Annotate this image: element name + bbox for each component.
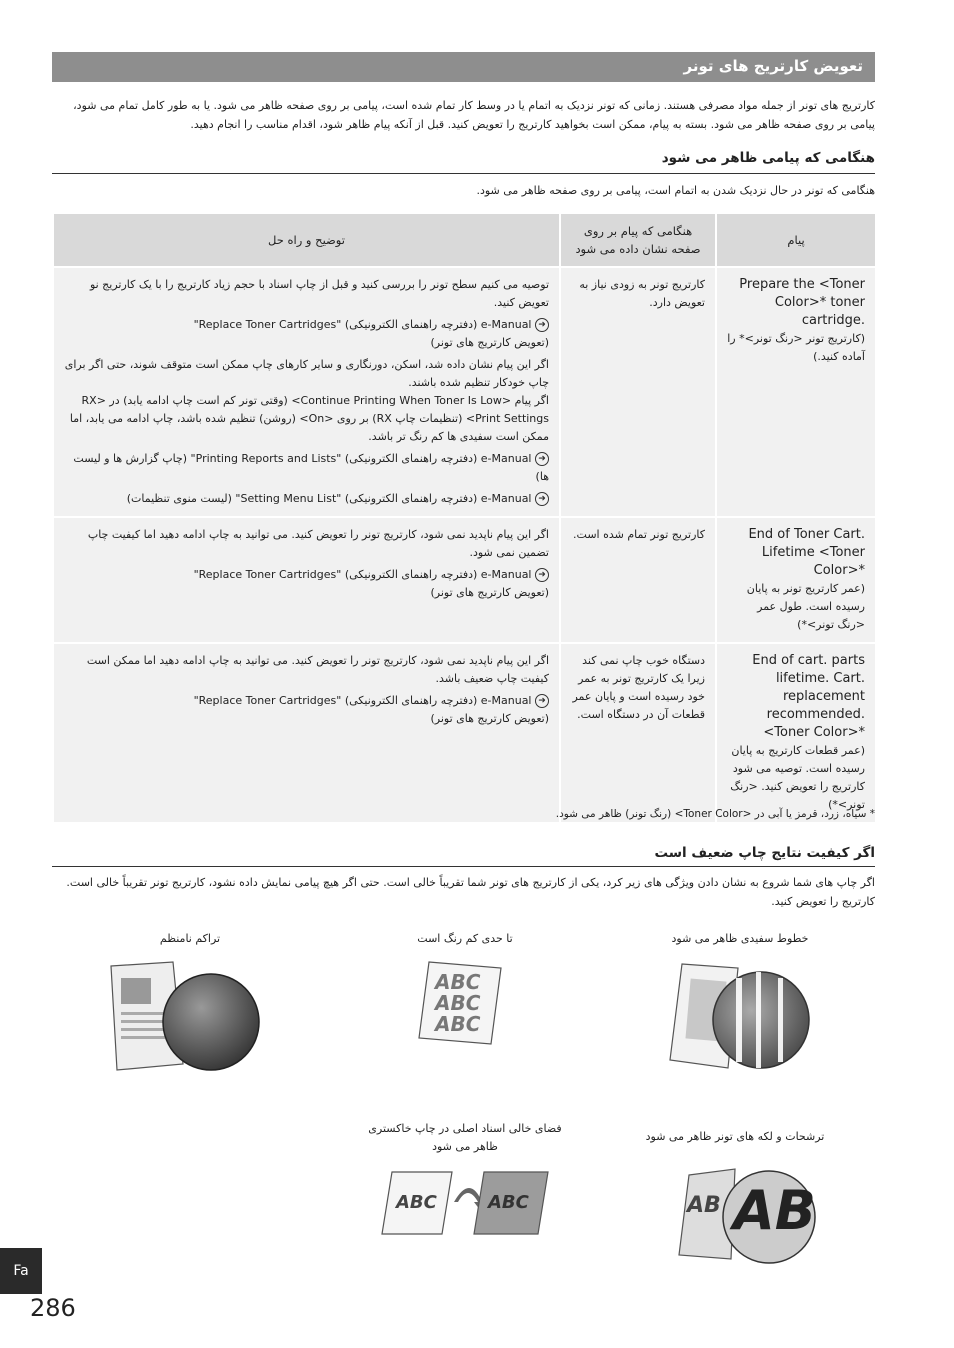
emanual-ref: ➜ e-Manual (دفترچه راهنمای الکترونیکی) "Printing Reports and Lists" (چاپ گزارش ها و لیست ها) — [73, 452, 549, 483]
solution-cell: توصیه می کنیم سطح تونر را بررسی کنید و قبل از چاپ اسناد با حجم زیاد کارتریج را با یک کارتریج نو تعویض کنید. ➜ e-Manual (دفترچه راهنمای الکترونیکی) "Replace Toner Cartridges" (تعویض کارتریج های تونر) اگر این پیام نشان داده شد، اسکن، دورنگاری و سایر کارهای چاپ ممکن است متوقف شوند، حتی اگر برای چاپ خودکار تنظیم شده باشند. اگر پیام <Continue Printing When Toner Is Low> (وقتی تونر کم است چاپ ادامه یابد) در <RX Print Settings> (تنظیمات چاپ RX) بر روی <On> (روشن) تنظیم شده باشد، چاپ ادامه می یابد، اما ممکن است سفیدی ها کم رنگ تر باشد. ➜ e-Manual (دفترچه راهنمای الکترونیکی) "Printing Reports and Lists" (چاپ گزارش ها و لیست ها) ➜ e-Manual (دفترچه راهنمای الکترونیکی) "Setting Menu List" (لیست منوی تنظیمات) — [53, 267, 560, 517]
abc-text: ABC — [435, 970, 481, 994]
divider — [52, 866, 875, 867]
message-cell: End of cart. parts lifetime. Cart. replacement recommended. <Toner Color>* (عمر قطعات کارتریج به پایان رسیده است. توصیه می شود کارتریج را تعویض کنید. <رنگ تونر>*) — [716, 643, 876, 823]
arrow-icon: ➜ — [535, 492, 549, 506]
abc-text: ABC — [488, 1192, 529, 1213]
section-header-bar — [52, 52, 875, 82]
ab-small-text: AB — [687, 1193, 721, 1218]
uneven-density-illustration — [103, 960, 263, 1078]
solution-cell: اگر این پیام ناپدید نمی شود، کارتریج تونر را تعویض کنید. می توانید به چاپ ادامه دهید اما کیفیت چاپ تضمین نمی شود. ➜ e-Manual (دفترچه راهنمای الکترونیکی) "Replace Toner Cartridges" (تعویض کارتریج های تونر) — [53, 517, 560, 643]
ab-large-text: AB — [733, 1179, 816, 1242]
figure-white-streaks — [666, 960, 816, 1082]
figure-uneven — [103, 960, 263, 1082]
message-table — [52, 212, 877, 824]
when-cell: کارتریج تونر تمام شده است. — [560, 517, 716, 643]
table-row — [53, 267, 876, 517]
figure-stains — [675, 1165, 825, 1269]
header-message: پیام — [716, 213, 876, 267]
arrow-icon: ➜ — [535, 568, 549, 582]
header-when: هنگامی که پیام بر روی صفحه نشان داده می شود — [560, 213, 716, 267]
subsection-title-quality: اگر کیفیت نتایج چاپ ضعیف است — [654, 845, 875, 861]
arrow-icon: ➜ — [535, 318, 549, 332]
when-cell: کارتریج تونر به زودی نیاز به تعویض دارد. — [560, 267, 716, 517]
figure-faded — [415, 960, 505, 1050]
abc-text: ABC — [435, 1012, 481, 1036]
emanual-ref: ➜ e-Manual (دفترچه راهنمای الکترونیکی) "Replace Toner Cartridges" — [64, 692, 549, 710]
intro-paragraph: کارتریج های تونر از جمله مواد مصرفی هستند. زمانی که تونر نزدیک به اتمام یا در وسط کار تمام شده است، پیامی بر روی صفحه ظاهر می شود. یا به طور کامل تمام می شود، پیامی بر روی صفحه ظاهر می شود. بسته به پیام، ممکن است بخواهید کارتریج را تعویض کنید. قبل از آنکه پیام ظاهر شود، اقدام مناسب را انجام دهید. — [73, 99, 875, 131]
message-cell: Prepare the <Toner Color>* toner cartridge. (کارتریج تونر <رنگ تونر>* را آماده کنید.) — [716, 267, 876, 517]
abc-text: ABC — [435, 991, 481, 1015]
when-cell: دستگاه خوب چاپ نمی کند زیرا یک کارتریج تونر به عمر خود رسیده است و پایان عمر قطعات آن در دستگاه است. — [560, 643, 716, 823]
emanual-ref: ➜ e-Manual (دفترچه راهنمای الکترونیکی) "Replace Toner Cartridges" — [64, 316, 549, 334]
figure-gray — [380, 1168, 555, 1242]
section-title: تعویض کارتریج های تونر — [683, 57, 863, 75]
solution-cell: اگر این پیام ناپدید نمی شود، کارتریج تونر را تعویض کنید. می توانید به چاپ ادامه دهید اما ممکن است کیفیت چاپ ضعیف باشد. ➜ e-Manual (دفترچه راهنمای الکترونیکی) "Replace Toner Cartridges" (تعویض کارتریج های تونر) — [53, 643, 560, 823]
subsection-desc-message: هنگامی که تونر در حال نزدیک شدن به اتمام است، پیامی بر روی صفحه ظاهر می شود. — [476, 184, 875, 197]
figure-caption-uneven: تراکم نامنظم — [159, 932, 221, 945]
divider — [52, 173, 875, 174]
figure-caption-gray: فضای خالی اسناد اصلی در چاپ خاکستری ظاهر می شود — [368, 1122, 562, 1153]
emanual-ref: ➜ e-Manual (دفترچه راهنمای الکترونیکی) "Replace Toner Cartridges" — [64, 566, 549, 584]
subsection-desc-quality: اگر چاپ های شما شروع به نشان دادن ویژگی های زیر کرد، یکی از کارتریج های تونر شما تقریباً خالی است. حتی اگر هیچ پیامی نمایش داده نشود، کارتریج تونر تقریباً خالی است. کارتریج را تعویض کنید. — [66, 876, 875, 908]
figure-caption-white-streaks: خطوط سفیدی ظاهر می شود — [671, 932, 809, 945]
arrow-icon: ➜ — [535, 694, 549, 708]
subsection-title-message: هنگامی که پیامی ظاهر می شود — [661, 150, 875, 166]
message-cell: End of Toner Cart. Lifetime <Toner Color>* (عمر کارتریج تونر به پایان رسیده است. طول عمر <رنگ تونر>*) — [716, 517, 876, 643]
table-row — [53, 643, 876, 823]
figure-caption-faded: تا حدی کم رنگ است — [417, 932, 513, 945]
language-tab: Fa — [0, 1248, 42, 1294]
abc-text: ABC — [396, 1192, 437, 1213]
arrow-icon: ➜ — [535, 452, 549, 466]
emanual-ref: ➜ e-Manual (دفترچه راهنمای الکترونیکی) "Setting Menu List" (لیست منوی تنظیمات) — [64, 490, 549, 508]
table-row — [53, 517, 876, 643]
header-solution: توضیح و راه حل — [53, 213, 560, 267]
page-number: 286 — [30, 1294, 76, 1322]
figure-caption-stains: ترشحات و لکه های تونر ظاهر می شود — [645, 1130, 825, 1143]
table-header-row — [53, 213, 876, 267]
footnote: * سیاه، زرد، قرمز یا آبی در <Toner Color> (رنگ تونر) ظاهر می شود. — [555, 808, 875, 820]
white-streaks-illustration — [666, 960, 816, 1078]
